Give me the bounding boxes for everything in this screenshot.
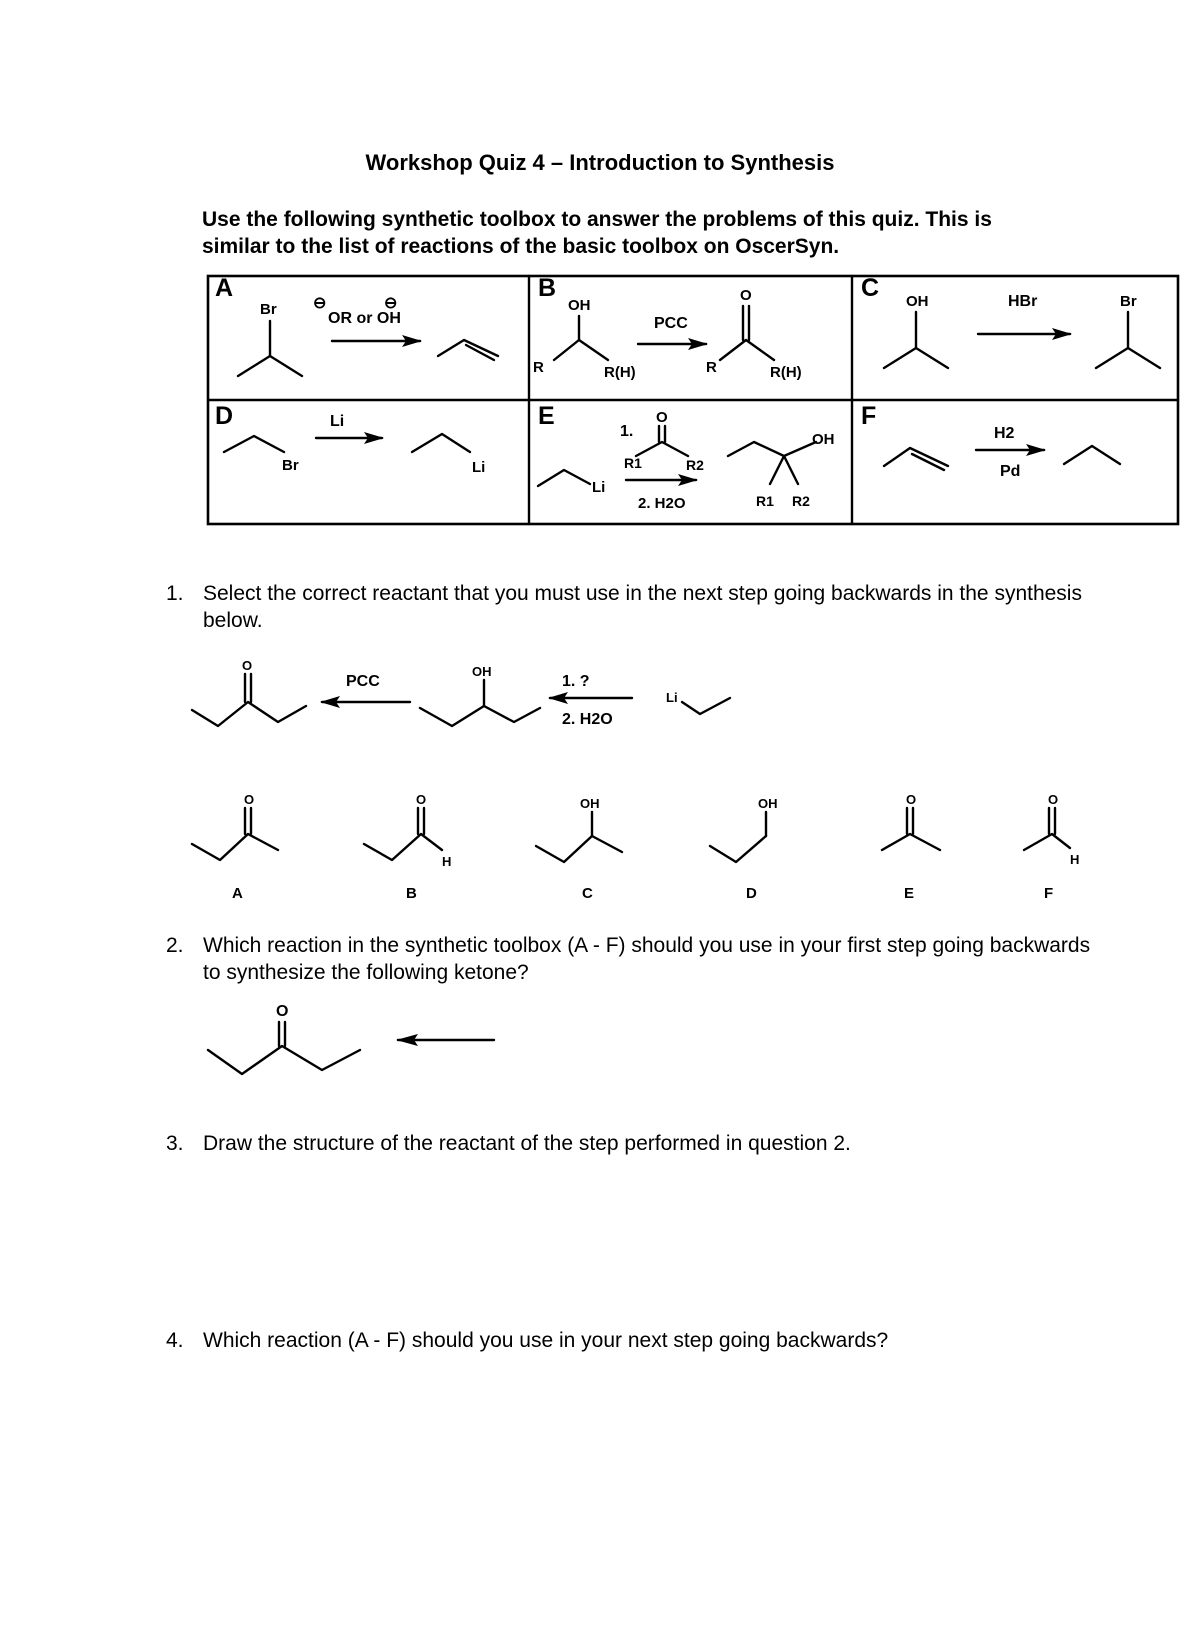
reaction-f-scheme — [884, 425, 1120, 480]
choice-c-letter: C — [582, 885, 593, 902]
choice-e-label-o: O — [906, 792, 917, 807]
reaction-a-label-minus1: ⊖ — [313, 295, 327, 312]
toolbox-cell-f-letter: F — [861, 402, 877, 430]
choice-f-label-o: O — [1048, 792, 1059, 807]
choice-d-letter: D — [746, 885, 757, 902]
question-2-number: 2. — [166, 934, 184, 957]
choice-e-structure — [882, 792, 940, 902]
toolbox-cell-b-letter: B — [538, 274, 557, 302]
toolbox-grid — [208, 276, 1178, 524]
reaction-d-label-br: Br — [282, 457, 299, 474]
choice-b-label-o: O — [416, 792, 427, 807]
reaction-e-label-step2: 2. H2O — [638, 495, 686, 512]
reaction-c-label-hbr: HBr — [1008, 293, 1038, 310]
toolbox-cell-c-letter: C — [861, 274, 880, 302]
q1-scheme-label-oh: OH — [472, 664, 492, 679]
question-4-number: 4. — [166, 1329, 184, 1352]
reaction-e-label-o: O — [656, 409, 668, 426]
choice-c-label-oh: OH — [580, 796, 600, 811]
question-3-number: 3. — [166, 1132, 184, 1155]
toolbox-cell-d-letter: D — [215, 402, 234, 430]
reaction-f-label-h2: H2 — [994, 425, 1015, 442]
choice-f-structure — [1024, 792, 1079, 902]
reaction-c-scheme — [884, 293, 1160, 368]
reaction-b-label-rh2: R(H) — [770, 364, 802, 381]
reaction-a-label-br: Br — [260, 301, 277, 318]
reaction-d-label-li-reagent: Li — [330, 413, 345, 430]
reaction-d-scheme — [224, 413, 485, 476]
reaction-e-label-r2: R2 — [686, 457, 704, 473]
synthetic-toolbox — [208, 276, 1178, 524]
choice-a-letter: A — [232, 885, 243, 902]
choice-a-structure — [192, 792, 278, 902]
q1-scheme-label-li: Li — [666, 690, 678, 705]
q2-scheme-label-o: O — [276, 1003, 289, 1020]
choice-f-letter: F — [1044, 885, 1054, 902]
q1-scheme-label-o: O — [242, 658, 253, 673]
reaction-c-label-oh: OH — [906, 293, 929, 310]
choice-e-letter: E — [904, 885, 915, 902]
choice-d-structure — [710, 796, 778, 902]
reaction-e-label-r1-product: R1 — [756, 493, 774, 509]
q1-answer-choices — [180, 790, 1100, 910]
q1-synthesis-scheme — [180, 652, 740, 742]
q1-reagent-step2: 2. H2O — [562, 711, 613, 728]
question-4-text: Which reaction (A - F) should you use in your next step going backwards? — [203, 1329, 889, 1352]
toolbox-cell-a-letter: A — [215, 274, 234, 302]
reaction-b-label-pcc: PCC — [654, 315, 688, 332]
reaction-c-label-br: Br — [1120, 293, 1137, 310]
reaction-b-label-oh: OH — [568, 297, 591, 314]
intro-text: Use the following synthetic toolbox to answer the problems of this quiz. This is similar to the list of reactions of the basic toolbox on OscerSyn. — [202, 208, 992, 258]
reaction-f-label-pd: Pd — [1000, 463, 1021, 480]
q2-ketone-scheme — [196, 1000, 516, 1080]
reaction-d-label-li: Li — [472, 459, 486, 476]
reaction-e-label-oh: OH — [812, 431, 835, 448]
question-1-text: Select the correct reactant that you must use in the next step going backwards in the synthesis below. — [203, 582, 1082, 632]
reaction-b-scheme — [533, 287, 802, 381]
reaction-a-label-minus2: ⊖ — [384, 295, 398, 312]
question-1-number: 1. — [166, 582, 184, 605]
reaction-e-scheme — [538, 409, 835, 512]
reaction-e-label-r1: R1 — [624, 455, 642, 471]
reaction-e-label-li: Li — [592, 479, 606, 496]
toolbox-cell-e-letter: E — [538, 402, 555, 430]
reaction-e-label-step1: 1. — [620, 423, 634, 440]
reaction-a-label-base: OR or OH — [328, 310, 401, 327]
reaction-b-label-o: O — [740, 287, 752, 304]
reaction-e-label-r2-product: R2 — [792, 493, 810, 509]
choice-c-structure — [536, 796, 622, 902]
q1-reagent-pcc: PCC — [346, 673, 380, 690]
choice-f-label-h: H — [1070, 852, 1080, 867]
choice-b-structure — [364, 792, 451, 902]
choice-d-label-oh: OH — [758, 796, 778, 811]
choice-b-label-h: H — [442, 854, 452, 869]
reaction-b-label-rh: R(H) — [604, 364, 636, 381]
question-3-text: Draw the structure of the reactant of the step performed in question 2. — [203, 1132, 851, 1155]
q1-reagent-step1: 1. ? — [562, 673, 590, 690]
choice-a-label-o: O — [244, 792, 255, 807]
question-2-text: Which reaction in the synthetic toolbox (A - F) should you use in your first step going backwards to synthesize the following ketone? — [203, 934, 1091, 984]
reaction-a-scheme — [238, 295, 498, 376]
page-title: Workshop Quiz 4 – Introduction to Synthesis — [365, 150, 835, 175]
reaction-b-label-r: R — [533, 359, 544, 376]
reaction-b-label-r2: R — [706, 359, 717, 376]
choice-b-letter: B — [406, 885, 417, 902]
